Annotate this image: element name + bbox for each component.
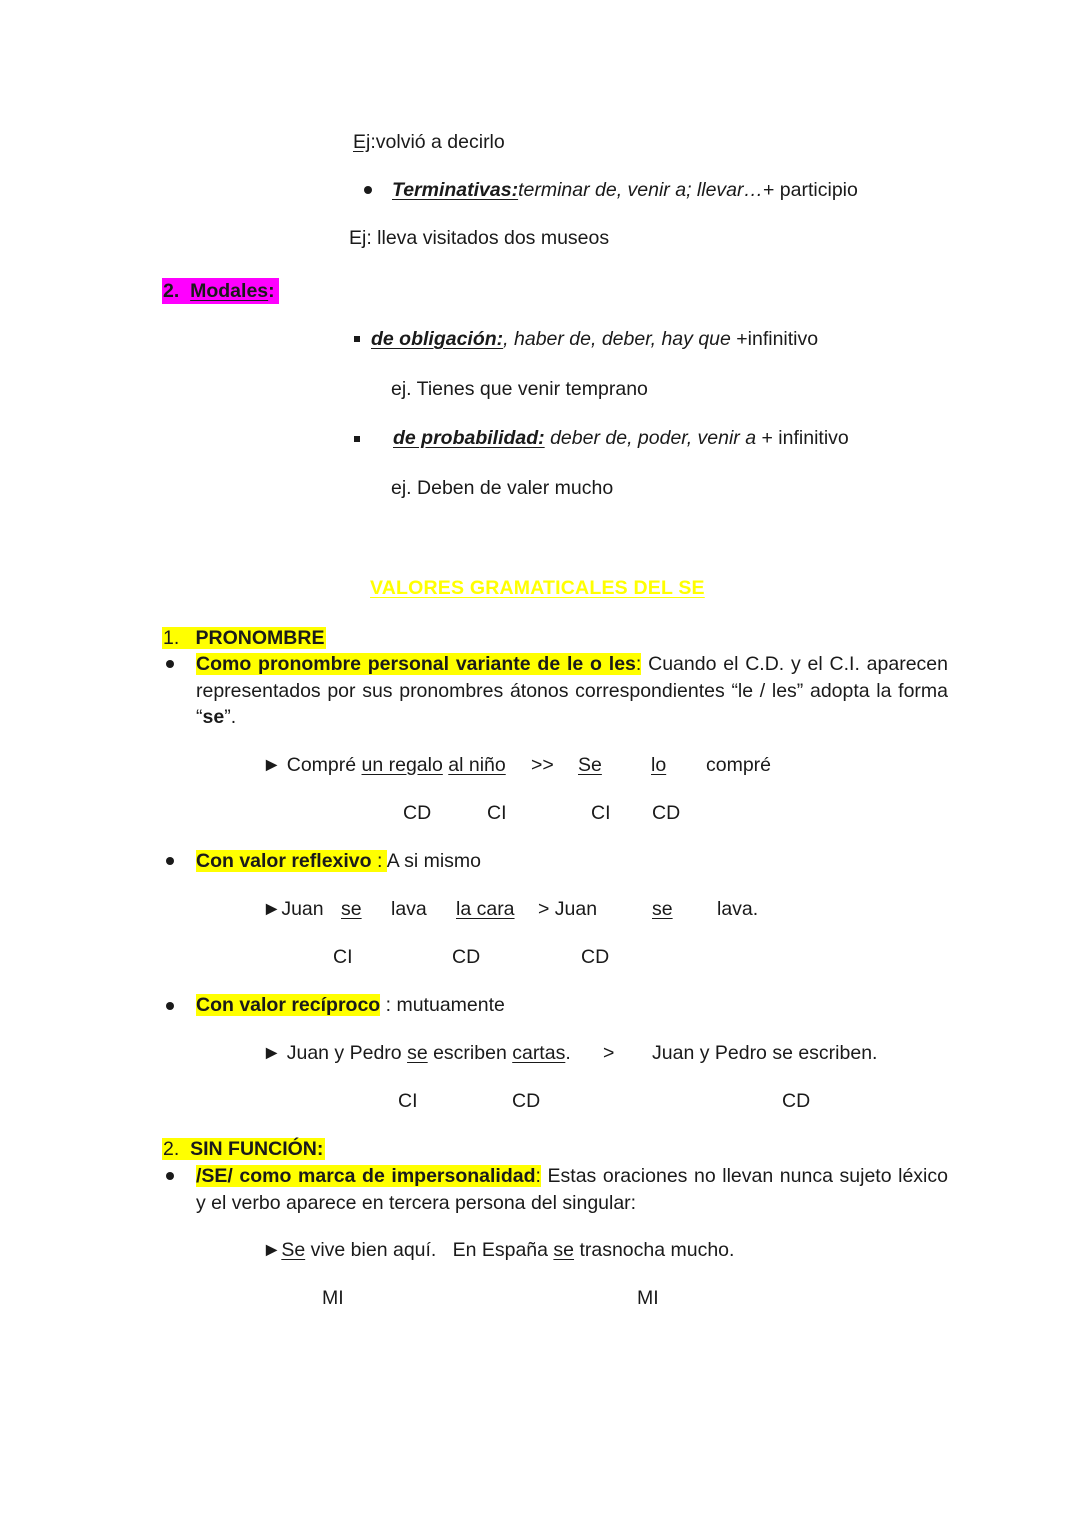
example-word-cd: un regalo	[361, 754, 443, 776]
obligacion-suffix: +infinitivo	[730, 328, 819, 350]
function-tag: CI	[398, 1090, 418, 1112]
modales-number: 2.	[163, 280, 180, 302]
example-word: Juan	[281, 898, 324, 920]
bullet-icon	[364, 186, 372, 194]
example-4	[262, 1237, 734, 1263]
bullet-icon	[166, 857, 174, 865]
function-tag: CD	[403, 802, 432, 824]
square-bullet-icon	[354, 336, 360, 342]
terminativas-item	[392, 177, 858, 203]
modales-heading	[162, 278, 279, 304]
pronombre-label: PRONOMBRE	[195, 627, 325, 649]
function-tag: MI	[322, 1287, 344, 1309]
function-tag: CD	[581, 946, 610, 968]
reciproco-text: : mutuamente	[380, 994, 505, 1016]
example-word: lava.	[717, 898, 759, 920]
example-separator: >>	[531, 754, 554, 776]
example-word-se: Se	[281, 1239, 306, 1261]
bullet-icon	[166, 1002, 174, 1010]
section-title: VALORES GRAMATICALES DEL SE	[370, 577, 705, 599]
example-volvio	[353, 129, 505, 155]
example-word-se: se	[652, 898, 673, 920]
triangle-right-icon: ►	[262, 754, 282, 776]
probabilidad-item	[393, 425, 849, 451]
example-word-lo: lo	[651, 754, 667, 776]
example-word: Juan y Pedro	[281, 1042, 408, 1064]
triangle-right-icon: ►	[262, 898, 282, 920]
variante-label: Como pronombre personal variante de le o les	[196, 653, 636, 675]
example-word: escriben	[427, 1042, 513, 1064]
bullet-icon	[166, 1172, 174, 1180]
bullet-icon	[166, 660, 174, 668]
impersonal-paragraph	[196, 1163, 948, 1216]
probabilidad-example: ej. Deben de valer mucho	[391, 477, 614, 499]
obligacion-text: , haber de, deber, hay que	[503, 328, 731, 350]
example-word-cd: la cara	[456, 898, 515, 920]
variante-colon: :	[635, 653, 642, 675]
example-word: lava	[391, 898, 427, 920]
example-word-cd: cartas	[512, 1042, 566, 1064]
example-word: trasnocha mucho.	[574, 1239, 735, 1261]
impersonal-colon: :	[535, 1165, 541, 1187]
function-tag: CD	[512, 1090, 541, 1112]
variante-text-2: ”.	[224, 706, 237, 728]
sin-funcion-number: 2.	[163, 1138, 180, 1160]
example-word-se: se	[407, 1042, 428, 1064]
example-word-se: Se	[578, 754, 602, 776]
obligacion-item	[371, 326, 818, 352]
function-tag: MI	[637, 1287, 659, 1309]
example-word: .	[565, 1042, 571, 1064]
terminativas-text: terminar de, venir a; llevar…	[518, 179, 763, 201]
variante-text-1: Cuando el C.D. y el C.I. aparecen representados por sus pronombres átonos correspondientes “le / les” adopta la forma “	[196, 653, 948, 728]
example-text: :volvió a decirlo	[370, 131, 505, 153]
example-word: vive bien aquí. En España	[305, 1239, 554, 1261]
example-separator: >	[603, 1042, 615, 1064]
example-word: compré	[706, 754, 772, 776]
function-tag: CI	[591, 802, 611, 824]
sin-funcion-label: SIN FUNCIÓN:	[190, 1138, 324, 1160]
square-bullet-icon	[354, 436, 360, 442]
terminativas-suffix: + participio	[763, 179, 858, 201]
reflexivo-text: A si mismo	[386, 850, 482, 872]
function-tag: CD	[782, 1090, 811, 1112]
reciproco-item	[196, 992, 505, 1018]
obligacion-example: ej. Tienes que venir temprano	[391, 378, 648, 400]
example-1-left	[262, 752, 506, 778]
example-3-left	[262, 1040, 571, 1066]
sin-funcion-heading	[162, 1136, 325, 1162]
variante-se: se	[202, 706, 225, 728]
probabilidad-text: deber de, poder, venir a	[544, 427, 757, 449]
function-tag: CI	[333, 946, 353, 968]
example-2-start	[262, 896, 324, 922]
triangle-right-icon: ►	[262, 1239, 282, 1261]
function-tag: CI	[487, 802, 507, 824]
reflexivo-colon: :	[371, 850, 387, 872]
terminativas-label: Terminativas:	[392, 179, 519, 201]
modales-label: Modales	[190, 280, 269, 302]
reflexivo-item	[196, 848, 481, 874]
example-label: Ej	[353, 131, 371, 153]
example-word: > Juan	[538, 898, 598, 920]
pronombre-heading	[162, 625, 326, 651]
triangle-right-icon: ►	[262, 1042, 282, 1064]
example-word: Juan y Pedro se escriben.	[652, 1042, 878, 1064]
probabilidad-label: de probabilidad:	[393, 427, 545, 449]
modales-colon: :	[268, 280, 275, 302]
example-lleva: Ej: lleva visitados dos museos	[349, 227, 610, 249]
pronombre-number: 1.	[163, 627, 180, 649]
example-word-se: se	[341, 898, 362, 920]
example-word: Compré	[281, 754, 362, 776]
probabilidad-suffix: + infinitivo	[756, 427, 849, 449]
function-tag: CD	[452, 946, 481, 968]
obligacion-label: de obligación:	[371, 328, 504, 350]
example-word-se: se	[553, 1239, 575, 1261]
reciproco-label: Con valor recíproco	[196, 994, 381, 1016]
impersonal-text: Estas oraciones no llevan nunca sujeto léxico y el verbo aparece en tercera persona del singular:	[196, 1165, 948, 1214]
impersonal-label: /SE/ como marca de impersonalidad	[196, 1165, 536, 1187]
example-word-ci: al niño	[448, 754, 506, 776]
function-tag: CD	[652, 802, 681, 824]
reflexivo-label: Con valor reflexivo	[196, 850, 372, 872]
variante-paragraph	[196, 651, 948, 731]
